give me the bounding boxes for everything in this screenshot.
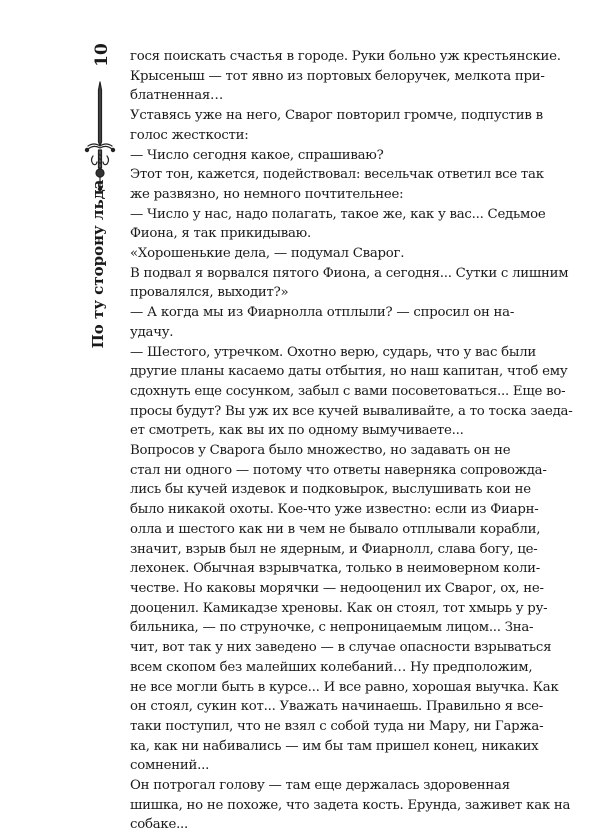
text-line: другие планы касаемо даты отбытия, но наш капитан, чтоб ему <box>130 364 568 380</box>
page-number: 10 <box>92 43 112 67</box>
text-line: лись бы кучей издевок и подковырок, выслушивать кои не <box>130 482 531 498</box>
text-line: Он потрогал голову — там еще держалась здоровенная <box>130 778 510 794</box>
text-line: блатненная… <box>130 88 224 104</box>
text-line: собаке... <box>130 817 188 833</box>
text-line: Крысеныш — тот явно из портовых белоручек, мелкота при- <box>130 68 545 84</box>
text-line: — Число у нас, надо полагать, такое же, как у вас... Седьмое <box>130 206 546 222</box>
text-line: «Хорошенькие дела, — подумал Сварог. <box>130 246 405 262</box>
text-line: Фиона, я так прикидываю. <box>130 226 311 242</box>
text-line: дооценил. Камикадзе хреновы. Как он стоял, тот хмырь у ру- <box>130 600 548 616</box>
text-line: было никакой охоты. Кое-что уже известно: если из Фиарн- <box>130 502 539 518</box>
text-line: бильника, — по струночке, с непроницаемым лицом... Зна- <box>130 620 534 636</box>
text-line: стал ни одного — потому что ответы наверняка сопровожда- <box>130 462 547 478</box>
text-line: голос жесткости: <box>130 127 249 143</box>
text-line: Уставясь уже на него, Сварог повторил громче, подпустив в <box>130 108 543 124</box>
text-line: честве. Но каковы морячки — недооценил их Сварог, ох, не- <box>130 580 544 596</box>
text-line: ет смотреть, как вы их по одному вымучиваете... <box>130 423 464 439</box>
body-text <box>130 47 573 835</box>
text-line: чит, вот так у них заведено — в случае опасности взрываться <box>130 640 552 656</box>
text-line: всем скопом без малейших колебаний… Ну предположим, <box>130 659 533 675</box>
text-line: удачу. <box>130 324 174 340</box>
text-line: гося поискать счастья в городе. Руки больно уж крестьянские. <box>130 49 561 64</box>
text-line: шишка, но не похоже, что задета кость. Ерунда, заживет как на <box>130 797 571 813</box>
text-line: просы будут? Вы уж их все кучей вываливайте, а то тоска заеда- <box>130 403 573 419</box>
text-line: В подвал я ворвался пятого Фиона, а сегодня... Сутки с лишним <box>130 265 569 281</box>
running-title: По ту сторону льда <box>89 179 107 349</box>
text-line: лехонек. Обычная взрывчатка, только в неимоверном коли- <box>130 561 541 577</box>
text-line: таки поступил, что не взял с собой туда ни Мару, ни Гаржа- <box>130 718 544 734</box>
text-line: сдохнуть еще сосунком, забыл с вами посоветоваться... Еще во- <box>130 383 566 399</box>
text-line: он стоял, сукин кот... Уважать начинаешь. Правильно я все- <box>130 699 544 715</box>
text-line: — Шестого, утречком. Охотно верю, сударь, что у вас были <box>130 344 537 360</box>
text-line: Вопросов у Сварога было множество, но задавать он не <box>130 443 511 459</box>
text-line: сомнений... <box>130 758 210 774</box>
text-line: значит, взрыв был не ядерным, и Фиарнолл, слава богу, це- <box>130 541 538 557</box>
text-line: Этот тон, кажется, подействовал: весельчак ответил все так <box>130 167 544 183</box>
text-line: провалялся, выходит?» <box>130 285 289 301</box>
text-line: — А когда мы из Фиарнолла отплыли? — спросил он на- <box>130 305 515 321</box>
text-line: — Число сегодня какое, спрашиваю? <box>130 147 384 163</box>
text-line: ка, как ни набивались — им бы там пришел конец, никаких <box>130 738 539 754</box>
text-line: не все могли быть в курсе... И все равно, хорошая выучка. Как <box>130 679 559 695</box>
text-line: же развязно, но немного почтительнее: <box>130 186 404 202</box>
page-sidebar <box>78 40 118 349</box>
text-line: олла и шестого как ни в чем не бывало отплывали корабли, <box>130 521 541 537</box>
